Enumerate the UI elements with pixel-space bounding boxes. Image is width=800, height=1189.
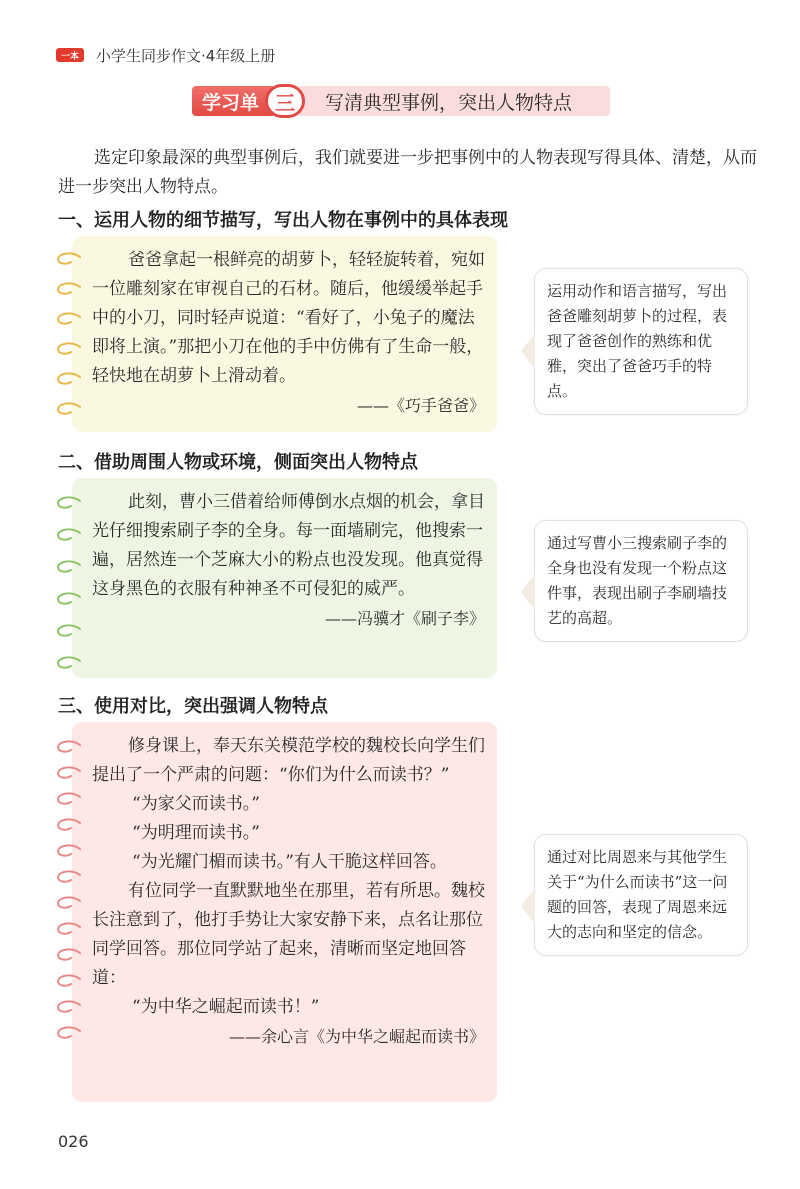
example-box-1 (72, 236, 497, 432)
page-number: 026 (58, 1132, 89, 1151)
ring-coil-icon (56, 974, 82, 988)
ring-coil-icon (56, 656, 82, 670)
worksheet-title: 写清典型事例，突出人物特点 (299, 86, 610, 116)
example-box-3 (72, 722, 497, 1102)
example-text-1 (72, 246, 497, 391)
worksheet-label: 学习单 (192, 86, 273, 116)
example-paragraph: 有位同学一直默默地坐在那里，若有所思。魏校长注意到了，他打手势让大家安静下来，点名让那位同学回答。那位同学站了起来，清晰而坚定地回答道： (92, 881, 485, 988)
example-source-1: ——《巧手爸爸》 (356, 396, 485, 415)
page-header (56, 44, 275, 66)
annotation-note-3: 通过对比周恩来与其他学生关于“为什么而读书”这一问题的回答，表现了周恩来远大的志向和坚定的信念。 (534, 834, 748, 956)
example-paragraph: “为光耀门楣而读书。”有人干脆这样回答。 (132, 852, 447, 872)
ring-coil-icon (56, 1026, 82, 1040)
section-heading-1: 一、运用人物的细节描写，写出人物在事例中的具体表现 (58, 210, 508, 231)
example-box-2 (72, 478, 497, 678)
ring-coil-icon (56, 592, 82, 606)
brand-logo: 一本 (56, 48, 84, 62)
example-paragraph: “为明理而读书。” (132, 823, 260, 843)
ring-coil-icon (56, 402, 82, 416)
ring-coil-icon (56, 818, 82, 832)
ring-coil-icon (56, 252, 82, 266)
ring-coil-icon (56, 312, 82, 326)
ring-coil-icon (56, 792, 82, 806)
example-paragraph: “为中华之崛起而读书！” (132, 997, 320, 1017)
example-text-3 (72, 732, 497, 1022)
worksheet-number: 三 (265, 84, 305, 118)
ring-coil-icon (56, 282, 82, 296)
ring-coil-icon (56, 740, 82, 754)
example-source-2: ——冯骥才《刷子李》 (324, 609, 485, 628)
annotation-note-1: 运用动作和语言描写，写出爸爸雕刻胡萝卜的过程，表现了爸爸创作的熟练和优雅，突出了爸爸巧手的特点。 (534, 268, 748, 415)
ring-coil-icon (56, 922, 82, 936)
ring-coil-icon (56, 766, 82, 780)
example-paragraph: 此刻，曹小三借着给师傅倒水点烟的机会，拿目光仔细搜索刷子李的全身。每一面墙刷完，他搜索一遍，居然连一个芝麻大小的粉点也没发现。他真觉得这身黑色的衣服有种神圣不可侵犯的威严。 (92, 492, 485, 599)
intro-paragraph: 选定印象最深的典型事例后，我们就要进一步把事例中的人物表现写得具体、清楚，从而进一步突出人物特点。 (58, 148, 757, 197)
ring-coil-icon (56, 896, 82, 910)
ring-coil-icon (56, 624, 82, 638)
book-title: 小学生同步作文·4年级上册 (96, 46, 276, 65)
example-paragraph: 修身课上，奉天东关模范学校的魏校长向学生们提出了一个严肃的问题：“你们为什么而读书？” (92, 736, 485, 785)
worksheet-title-bar (192, 84, 610, 118)
ring-coil-icon (56, 528, 82, 542)
example-paragraph: “为家父而读书。” (132, 794, 260, 814)
ring-coil-icon (56, 844, 82, 858)
ring-coil-icon (56, 372, 82, 386)
annotation-note-2: 通过写曹小三搜索刷子李的全身也没有发现一个粉点这件事，表现出刷子李刷墙技艺的高超。 (534, 520, 748, 642)
ring-coil-icon (56, 870, 82, 884)
ring-coil-icon (56, 560, 82, 574)
ring-coil-icon (56, 1000, 82, 1014)
section-heading-3: 三、使用对比，突出强调人物特点 (58, 696, 328, 717)
example-paragraph: 爸爸拿起一根鲜亮的胡萝卜，轻轻旋转着，宛如一位雕刻家在审视自己的石材。随后，他缓缓举起手中的小刀，同时轻声说道：“看好了，小兔子的魔法即将上演。”那把小刀在他的手中仿佛有了生命一般，轻快地在胡萝卜上滑动着。 (92, 250, 485, 386)
ring-coil-icon (56, 342, 82, 356)
example-text-2 (72, 488, 497, 604)
ring-coil-icon (56, 948, 82, 962)
ring-coil-icon (56, 496, 82, 510)
example-source-3: ——余心言《为中华之崛起而读书》 (228, 1027, 485, 1046)
section-heading-2: 二、借助周围人物或环境，侧面突出人物特点 (58, 452, 418, 473)
